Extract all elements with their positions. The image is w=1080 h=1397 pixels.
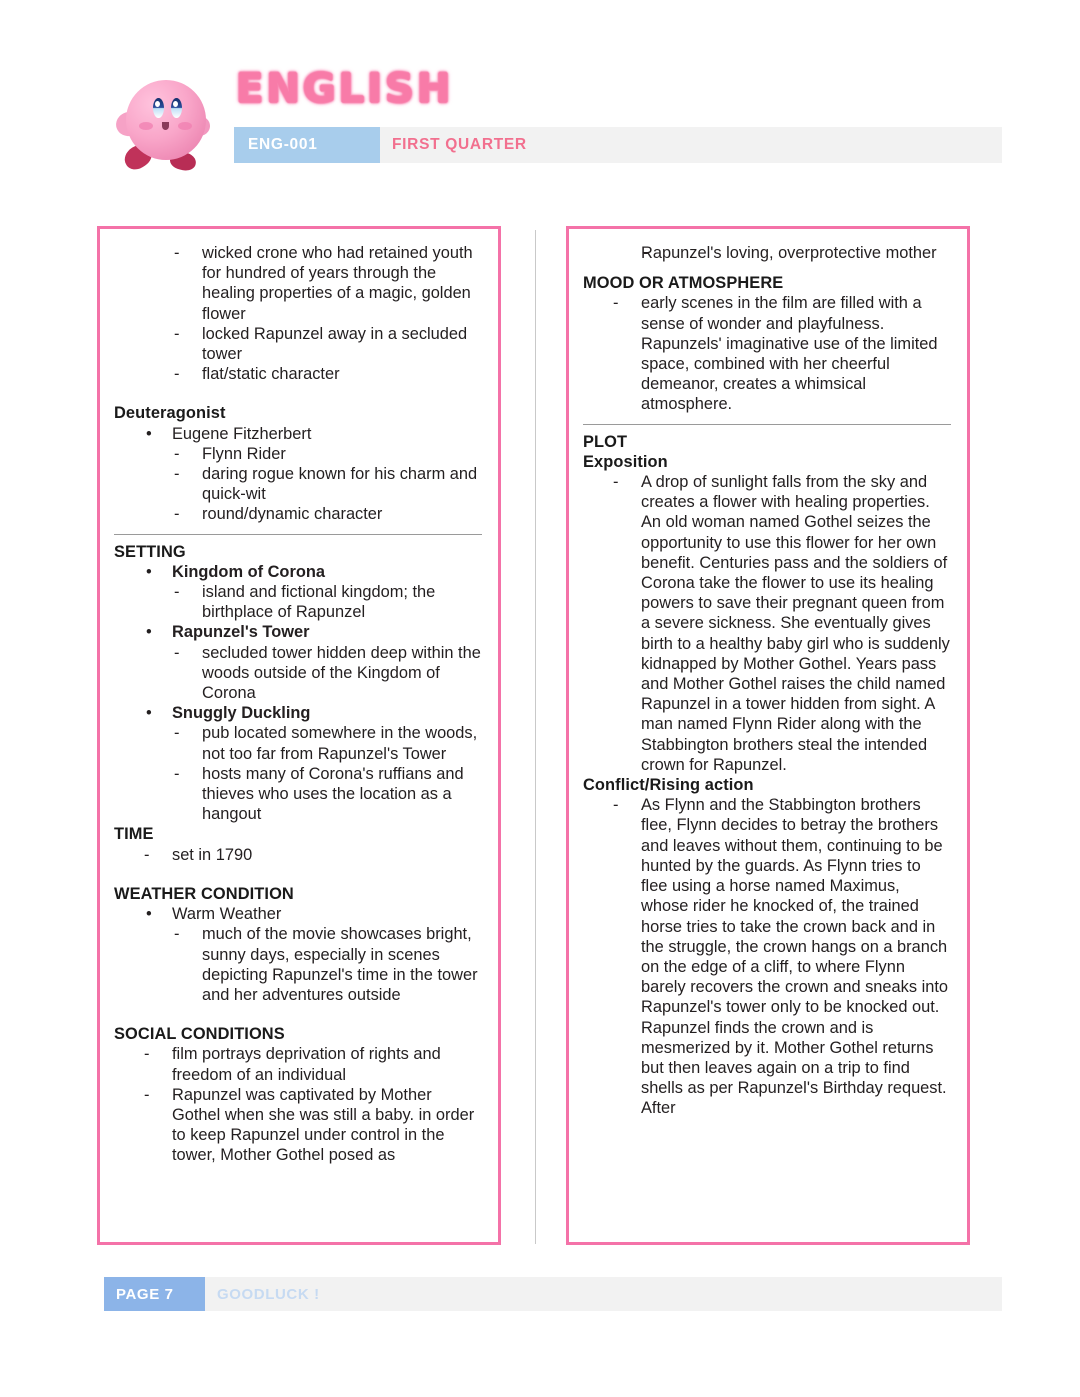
list-item: - A drop of sunlight falls from the sky and creates a flower with healing properties. An old woman named Gothel seizes the opportunity to use this flower for her own benefit. Centuries pass and the soldiers of Corona take the flower to use its healing powers to save their pregnant queen from a severe sickness. She eventually gives birth to a healthy baby girl who is suddenly kidnapped by Mother Gothel. Years pass and Mother Gothel raises the child named Rapunzel in a tower hidden from sight. A man named Flynn Rider along with the Stabbington brothers steal the intended crown for Rapunzel.	[611, 472, 951, 775]
conflict-list	[583, 795, 951, 1118]
deuteragonist-list	[114, 424, 482, 525]
list-item: - round/dynamic character	[172, 504, 482, 524]
list-item: - early scenes in the film are filled with a sense of wonder and playfulness. Rapunzels' imaginative use of the limited space, combined with her cheerful demeanor, creates a whimsical atmosphere.	[611, 293, 951, 414]
mood-list	[583, 293, 951, 414]
kirby-eye-shine-left	[155, 101, 160, 107]
list-item: - Flynn Rider	[172, 444, 482, 464]
kirby-eye-shine-right	[173, 101, 178, 107]
page-title: ENGLISH	[236, 66, 454, 112]
page-number-badge: PAGE 7	[104, 1277, 205, 1311]
right-column-content	[583, 243, 951, 1119]
deuteragonist-heading: Deuteragonist	[114, 404, 226, 423]
left-column-content	[114, 243, 482, 1166]
list-item: - secluded tower hidden deep within the woods outside of the Kingdom of Corona	[172, 643, 482, 704]
time-list	[114, 845, 482, 865]
list-item: - flat/static character	[172, 364, 482, 384]
exposition-list	[583, 472, 951, 775]
list-item: - As Flynn and the Stabbington brothers flee, Flynn decides to betray the brothers and leaves without them, continuing to be hunted by the guards. As Flynn tries to flee using a horse named Maximus, whose rider he knocked of, the trained horse tries to take the crown back and in the struggle, the crown hangs on a branch on the edge of a cliff, to where Flynn barely recovers the crown and sneaks into Rapunzel's tower only to be knocked out. Rapunzel finds the crown and is mesmerized by it. Mother Gothel returns but then leaves again on a trip to find shells as per Rapunzel's Birthday request. After	[611, 795, 951, 1118]
time-heading: TIME	[114, 825, 154, 844]
left-note-box	[97, 226, 501, 1245]
list-item: - film portrays deprivation of rights and freedom of an individual	[142, 1044, 482, 1084]
header-bar	[234, 127, 1002, 163]
footer-bar	[104, 1277, 1002, 1311]
conflict-rising-action-heading: Conflict/Rising action	[583, 776, 754, 795]
mood-atmosphere-heading: MOOD OR ATMOSPHERE	[583, 274, 784, 293]
quarter-label: FIRST QUARTER	[392, 136, 527, 153]
page-footer	[0, 1277, 1080, 1317]
list-item: - pub located somewhere in the woods, not too far from Rapunzel's Tower	[172, 723, 482, 763]
list-item: - wicked crone who had retained youth for hundred of years through the healing properties of a magic, golden flower	[172, 243, 482, 324]
spacer	[583, 263, 951, 273]
list-item: • Kingdom of Corona	[144, 562, 482, 582]
list-item: - daring rogue known for his charm and quick-wit	[172, 464, 482, 504]
list-item: - Rapunzel's loving, overprotective mother	[641, 243, 951, 263]
weather-list	[114, 904, 482, 1005]
kirby-cheek-left	[139, 122, 153, 130]
kirby-cheek-right	[178, 122, 192, 130]
social-conditions-list	[114, 1044, 482, 1165]
list-item: • Eugene Fitzherbert	[144, 424, 482, 444]
list-item: - Rapunzel was captivated by Mother Gothel when she was still a baby. in order to keep Rapunzel under control in the tower, Mother Gothel posed as	[142, 1085, 482, 1166]
spacer	[114, 1005, 482, 1024]
list-item: - hosts many of Corona's ruffians and thieves who uses the location as a hangout	[172, 764, 482, 825]
kirby-mouth	[162, 122, 169, 130]
exposition-heading: Exposition	[583, 452, 668, 471]
antagonist-continued-list	[114, 243, 482, 384]
course-code-badge: ENG-001	[234, 127, 380, 163]
section-rule	[114, 534, 482, 535]
list-item: • Warm Weather	[144, 904, 482, 924]
social-conditions-heading: SOCIAL CONDITIONS	[114, 1025, 285, 1044]
page-header	[0, 0, 1080, 200]
section-rule	[583, 424, 951, 425]
weather-condition-heading: WEATHER CONDITION	[114, 884, 294, 903]
spacer	[114, 865, 482, 884]
list-item: - locked Rapunzel away in a secluded tower	[172, 324, 482, 364]
kirby-icon	[112, 72, 216, 176]
right-note-box	[566, 226, 970, 1245]
setting-heading: SETTING	[114, 542, 186, 561]
list-item: - set in 1790	[142, 845, 482, 865]
list-item: - island and fictional kingdom; the birthplace of Rapunzel	[172, 582, 482, 622]
continued-text-list	[583, 243, 951, 263]
notes-columns	[0, 226, 1080, 1246]
kirby-body	[126, 80, 206, 160]
kirby-mascot-image	[112, 72, 216, 176]
list-item: - much of the movie showcases bright, sunny days, especially in scenes depicting Rapunzel's time in the tower and her adventures outside	[172, 924, 482, 1005]
list-item: • Snuggly Duckling	[144, 703, 482, 723]
spacer	[114, 384, 482, 403]
plot-heading: PLOT	[583, 432, 628, 451]
footer-message: GOODLUCK !	[217, 1285, 320, 1303]
list-item: • Rapunzel's Tower	[144, 622, 482, 642]
setting-list	[114, 562, 482, 825]
column-divider	[535, 230, 536, 1244]
